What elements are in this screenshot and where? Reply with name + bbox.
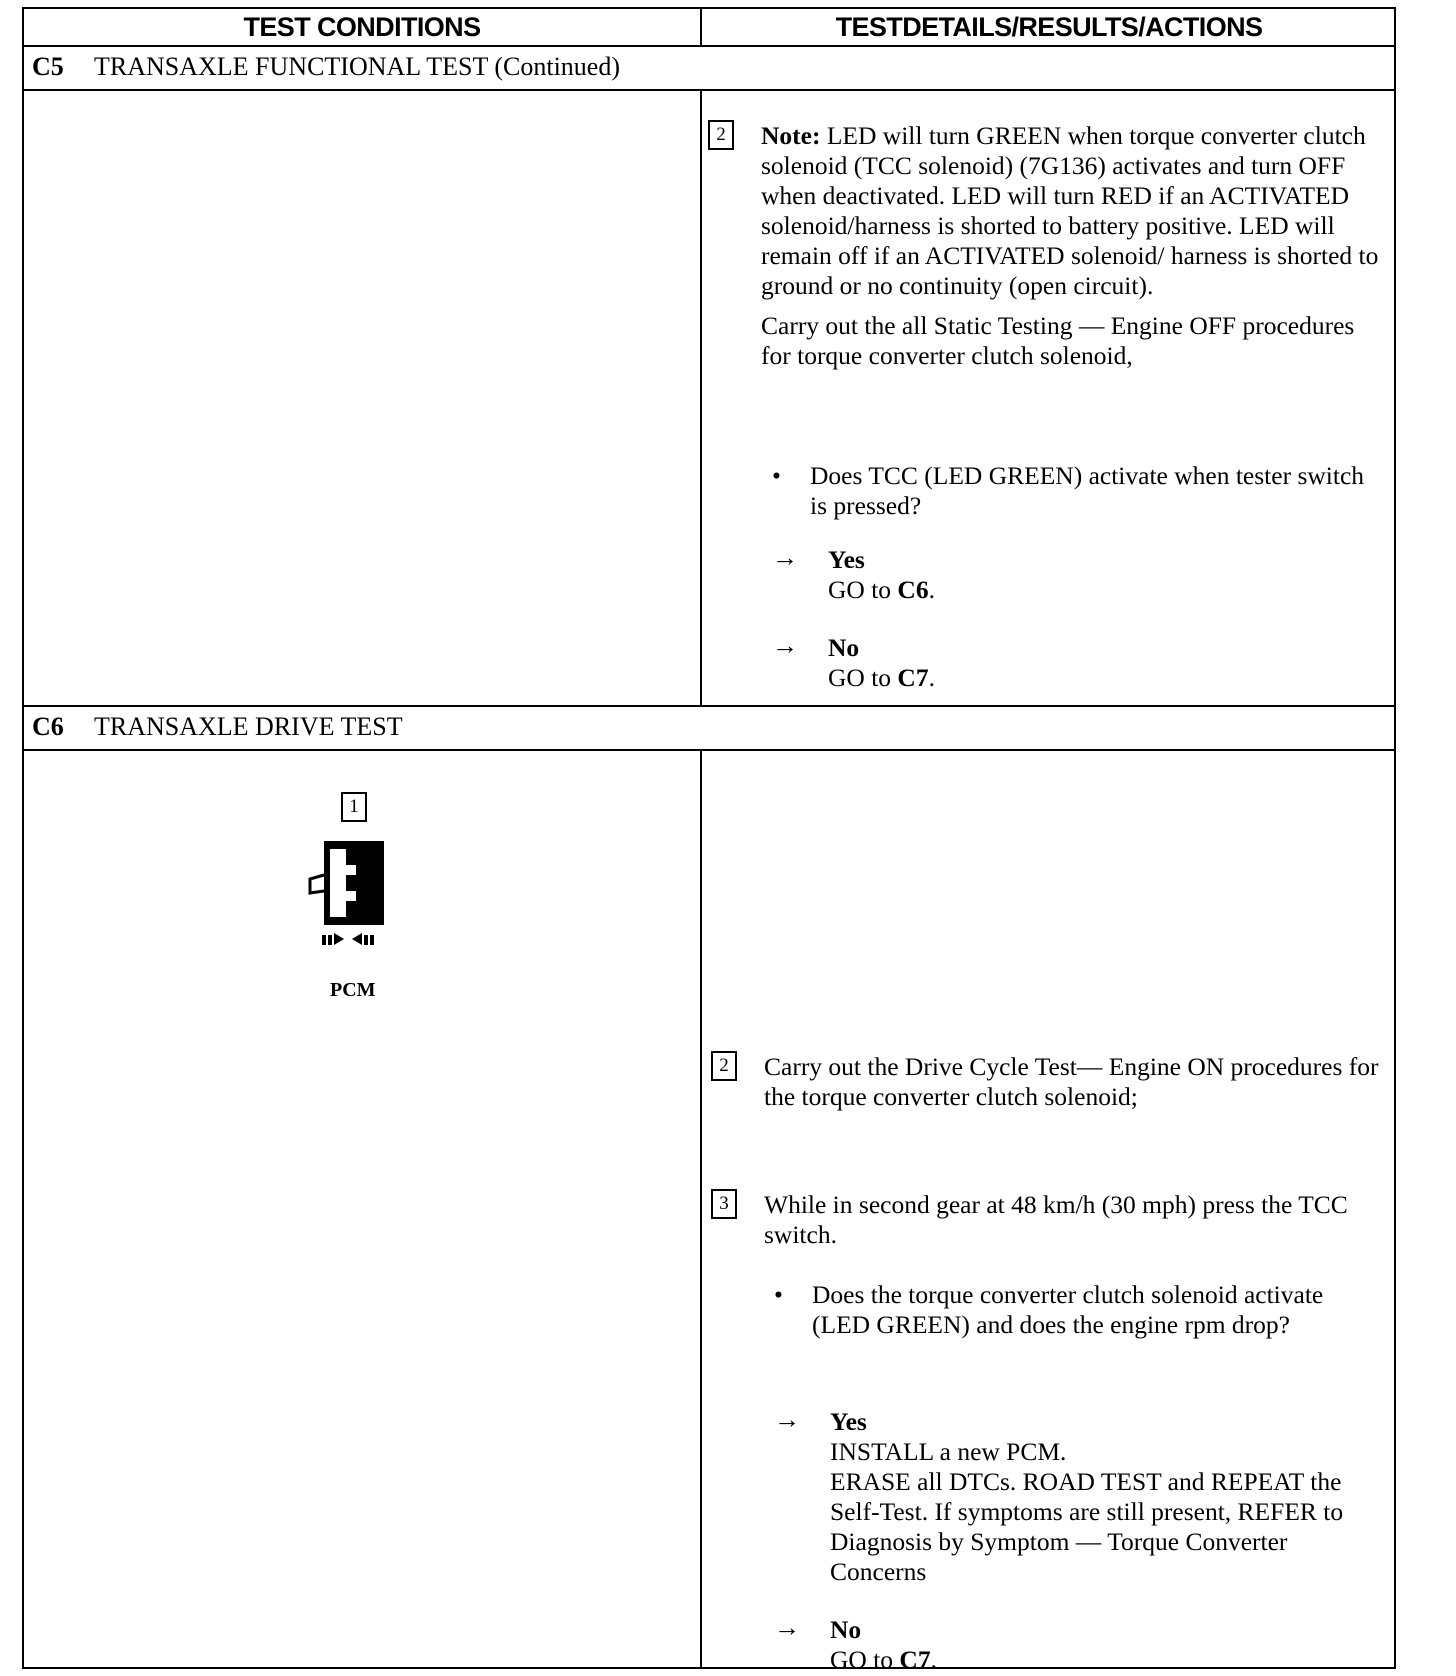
c6-question	[774, 1280, 1384, 1340]
section-code: C5	[32, 52, 64, 81]
c6-step-2: Carry out the Drive Cycle Test— Engine ON procedures for the torque converter clutch solenoid;	[764, 1052, 1379, 1111]
note-paragraph	[761, 121, 1383, 301]
question-text: Does the torque converter clutch solenoid activate (LED GREEN) and does the engine rpm drop?	[812, 1280, 1324, 1339]
c6-step-3: While in second gear at 48 km/h (30 mph) press the TCC switch.	[764, 1190, 1348, 1249]
bullet-icon: •	[772, 461, 781, 490]
c5-question	[772, 461, 1382, 521]
step-number-1: 1	[341, 792, 367, 822]
section-title-c5	[32, 52, 620, 82]
note-text: LED will turn GREEN when torque converter clutch solenoid (TCC solenoid) (7G136) activates and turn OFF when deactivated. LED will turn RED if an ACTIVATED solenoid/harness is shorted to battery positive. LED will remain off if an ACTIVATED solenoid/ harness is shorted to ground or no continuity (open circuit).	[761, 121, 1379, 300]
section-title: TRANSAXLE DRIVE TEST	[94, 712, 403, 741]
c6-yes-answer	[830, 1407, 1388, 1587]
pcm-label: PCM	[330, 979, 376, 1001]
yes-action: GO to	[828, 575, 898, 604]
divider	[24, 749, 1394, 751]
divider	[24, 45, 1394, 47]
yes-label: Yes	[830, 1407, 867, 1436]
note-label: Note:	[761, 121, 821, 150]
c5-yes-answer: Yes GO to C6.	[828, 545, 935, 604]
yes-line-2: ERASE all DTCs. ROAD TEST and REPEAT the Self-Test. If symptoms are still present, REFER to Diagnosis by Symptom — Torque Converter Concerns	[830, 1467, 1344, 1586]
no-label: No	[830, 1615, 862, 1644]
divider	[24, 705, 1394, 707]
header-test-conditions: TEST CONDITIONS	[243, 11, 481, 42]
divider	[700, 749, 702, 1669]
no-target-link[interactable]: C7	[899, 1645, 931, 1674]
no-action: GO to	[830, 1645, 900, 1674]
section-code: C6	[32, 712, 64, 741]
header-test-details: TESTDETAILS/RESULTS/ACTIONS	[835, 11, 1263, 42]
yes-label: Yes	[828, 545, 865, 574]
section-title: TRANSAXLE FUNCTIONAL TEST (Continued)	[94, 52, 621, 81]
arrow-right-icon: →	[774, 1613, 800, 1642]
c6-no-answer: No GO to C7.	[830, 1615, 937, 1674]
divider	[700, 89, 702, 707]
c5-step-2	[761, 121, 1383, 371]
arrow-right-icon: →	[772, 543, 798, 572]
step-number-2: 2	[708, 120, 734, 150]
yes-line-1: INSTALL a new PCM.	[830, 1437, 1067, 1466]
diagnostic-table	[22, 7, 1396, 1674]
question-text: Does TCC (LED GREEN) activate when tester switch is pressed?	[810, 461, 1365, 520]
c5-no-answer: No GO to C7.	[828, 633, 935, 692]
no-action: GO to	[828, 663, 898, 692]
divider	[24, 89, 1394, 91]
no-label: No	[828, 633, 860, 662]
divider	[700, 9, 702, 47]
section-title-c6	[32, 712, 403, 742]
no-target-link[interactable]: C7	[897, 663, 929, 692]
arrow-right-icon: →	[774, 1405, 800, 1434]
bullet-icon: •	[774, 1280, 783, 1309]
step-number-3: 3	[711, 1189, 737, 1219]
pcm-connector-icon	[304, 835, 414, 945]
yes-target-link[interactable]: C6	[897, 575, 929, 604]
arrow-right-icon: →	[772, 631, 798, 660]
instruction-paragraph: Carry out the all Static Testing — Engine OFF procedures for torque converter clutch solenoid,	[761, 311, 1355, 370]
step-number-2: 2	[711, 1051, 737, 1081]
